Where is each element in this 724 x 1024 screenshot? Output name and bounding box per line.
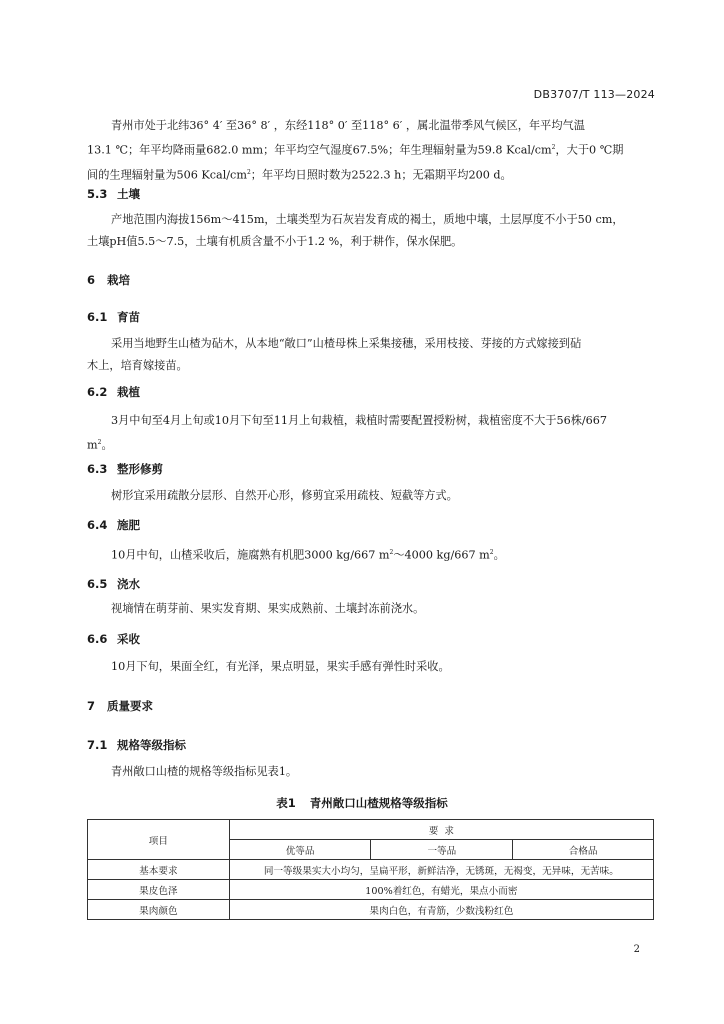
- watering-paragraph: 视墒情在萌芽前、果实发育期、果实成熟前、土壤封冻前浇水。: [111, 602, 425, 615]
- header-requirement-cell: 要 求: [229, 820, 653, 840]
- page-number: 2: [633, 944, 640, 955]
- grade-table: [87, 819, 654, 920]
- grade-first-cell: 一等品: [371, 840, 513, 860]
- section-heading-6-3: 6.3 整形修剪: [87, 462, 163, 476]
- section-heading-6-2: 6.2 栽植: [87, 385, 140, 399]
- section-heading-6: 6 栽培: [87, 273, 130, 287]
- harvest-paragraph: 10月下旬，果面全红，有光泽，果点明显，果实手感有弹性时采收。: [111, 660, 450, 673]
- row-value: 100%着红色，有蜡光，果点小而密: [229, 880, 653, 900]
- section-heading-7-1: 7.1 规格等级指标: [87, 738, 186, 752]
- climate-line-2: 13.1 ℃；年平均降雨量682.0 mm；年平均空气湿度67.5%；年生理辐射量为59.8 Kcal/$cm^2$，大于0 ℃期: [87, 143, 624, 157]
- section-heading-6-5: 6.5 浇水: [87, 577, 140, 591]
- table-row: [88, 880, 654, 900]
- seedling-paragraph: 采用当地野生山楂为砧木，从本地“敞口”山楂母株上采集接穗，采用枝接、芽接的方式嫁接到砧 木上，培育嫁接苗。: [87, 337, 582, 372]
- soil-paragraph: 产地范围内海拔156m～415m，土壤类型为石灰岩发育成的褐土，质地中壤，土层厚度不小于50 cm， 土壤pH值5.5～7.5，土壤有机质含量不小于1.2 %，利于耕作，保水保肥。: [87, 213, 624, 248]
- grade-intro-paragraph: 青州敞口山楂的规格等级指标见表1。: [111, 765, 298, 778]
- header-item-cell: 项目: [88, 820, 230, 860]
- table-row: [88, 900, 654, 920]
- climate-line-3: 间的生理辐射量为506 Kcal/$cm^2$；年平均日照时数为2522.3 h；无霜期平均200 d。: [87, 168, 512, 182]
- section-heading-6-1: 6.1 育苗: [87, 310, 140, 324]
- section-heading-6-4: 6.4 施肥: [87, 518, 140, 532]
- climate-line-1: 青州市处于北纬36° 4′ 至36° 8′ ，东经118° 0′ 至118° 6′ ，属北温带季风气候区，年平均气温: [111, 119, 585, 132]
- fertilizing-paragraph: 10月中旬，山楂采收后，施腐熟有机肥3000 kg/667 $m^2\sim 4000$ kg/667 $m^2$。: [111, 548, 505, 562]
- section-heading-6-6: 6.6 采收: [87, 632, 140, 646]
- section-heading-7: 7 质量要求: [87, 699, 153, 713]
- row-label: 基本要求: [88, 860, 230, 880]
- row-value: 同一等级果实大小均匀，呈扁平形，新鲜洁净，无锈斑，无褐变，无异味，无苦味。: [229, 860, 653, 880]
- row-label: 果肉颜色: [88, 900, 230, 920]
- row-value: 果肉白色，有青筋，少数浅粉红色: [229, 900, 653, 920]
- planting-paragraph: 3月中旬至4月上旬或10月下旬至11月上旬栽植，栽植时需要配置授粉树，栽植密度不大于56株/667 $m^2$。: [87, 414, 608, 452]
- table-caption: 表1 青州敞口山楂规格等级指标: [276, 796, 448, 810]
- document-code: DB3707/T 113—2024: [533, 88, 655, 101]
- grade-qualified-cell: 合格品: [513, 840, 654, 860]
- section-heading-5-3: 5.3 土壤: [87, 187, 140, 201]
- table-header-row: [88, 820, 654, 840]
- row-label: 果皮色泽: [88, 880, 230, 900]
- climate-paragraph: [87, 115, 659, 186]
- pruning-paragraph: 树形宜采用疏散分层形、自然开心形，修剪宜采用疏枝、短截等方式。: [111, 489, 458, 502]
- table-row: [88, 860, 654, 880]
- grade-premium-cell: 优等品: [229, 840, 371, 860]
